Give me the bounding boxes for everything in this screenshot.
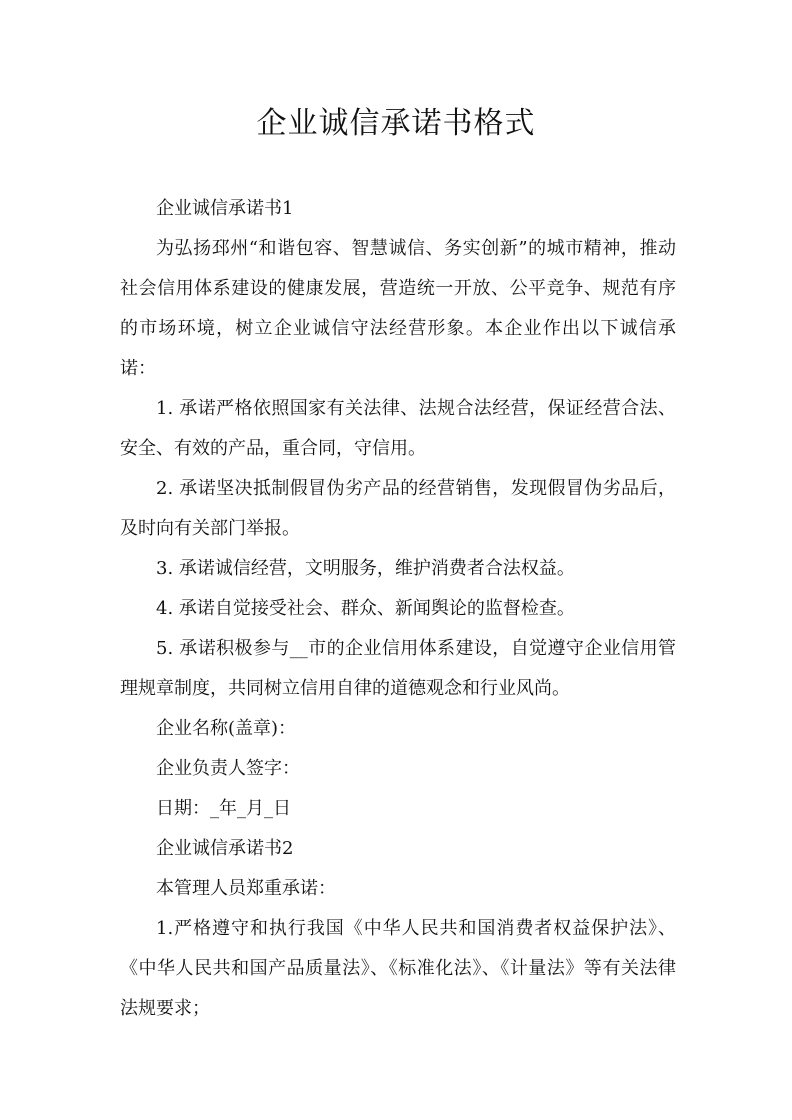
commitment-item-3: 3. 承诺诚信经营，文明服务，维护消费者合法权益。: [156, 558, 575, 579]
document-body: [120, 189, 676, 1029]
commitment-item-2: 2. 承诺坚决抵制假冒伪劣产品的经营销售，发现假冒伪劣品后，及时向有关部门举报。: [120, 478, 676, 539]
company-name-field: 企业名称(盖章)：: [156, 718, 297, 739]
document-title: 企业诚信承诺书格式: [256, 106, 536, 141]
date-field: 日期：_年_月_日: [156, 798, 291, 819]
commitment-item-4: 4. 承诺自觉接受社会、群众、新闻舆论的监督检查。: [156, 598, 575, 619]
intro-paragraph: 为弘扬邳州“和谐包容、智慧诚信、务实创新”的城市精神，推动社会信用体系建设的健康发展，营造统一开放、公平竞争、规范有序的市场环境，树立企业诚信守法经营形象。本企业作出以下诚信承诺：: [120, 238, 676, 379]
manager-pledge-item-1: 1.严格遵守和执行我国《中华人民共和国消费者权益保护法》、《中华人民共和国产品质量法》、《标准化法》、《计量法》等有关法律法规要求；: [120, 918, 676, 1019]
commitment-item-5: 5. 承诺积极参与__市的企业信用体系建设，自觉遵守企业信用管理规章制度，共同树立信用自律的道德观念和行业风尚。: [120, 638, 676, 699]
section-heading-2: 企业诚信承诺书2: [156, 838, 294, 859]
section-heading-1: 企业诚信承诺书1: [156, 198, 294, 219]
signature-field: 企业负责人签字：: [156, 758, 300, 779]
commitment-item-1: 1. 承诺严格依照国家有关法律、法规合法经营，保证经营合法、安全、有效的产品，重合同，守信用。: [120, 398, 676, 459]
manager-pledge-intro: 本管理人员郑重承诺：: [156, 878, 336, 899]
